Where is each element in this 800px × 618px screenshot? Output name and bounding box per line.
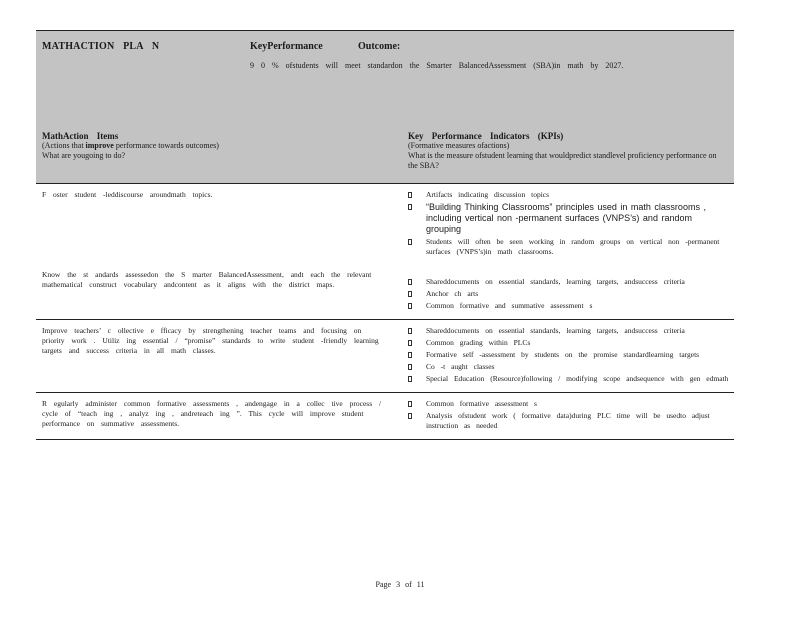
key-performance-label: KeyPerformance bbox=[250, 41, 323, 52]
action-cell bbox=[36, 184, 392, 319]
action-items-heading-block bbox=[42, 131, 382, 161]
kpi-item: Students will often be seen working in random groups on vertical non -permanent surfaces (VNPS’s)in math classrooms. bbox=[408, 237, 730, 257]
table-header bbox=[36, 31, 734, 184]
kpi-heading-block bbox=[408, 131, 728, 171]
kpi-heading: Key Performance Indicators (KPIs) bbox=[408, 131, 564, 141]
action-items-question: What are yougoing to do? bbox=[42, 151, 126, 160]
kpi-cell bbox=[392, 184, 734, 319]
action-item: R egularly administer common formative assessments , andengage in a collec tive process / cycle of “teach ing , analyz ing , andreteach ing ”. This cycle will improve student performance on summative assessments. bbox=[42, 399, 382, 428]
kpi-item: Anchor ch arts bbox=[408, 289, 730, 299]
action-item: Know the st andards assessedon the S marter BalancedAssessment, andt each the relevant mathematical construct vocabulary andcontent as it aligns with the district maps. bbox=[42, 270, 372, 289]
action-cell bbox=[36, 320, 392, 392]
table-row bbox=[36, 184, 734, 320]
kpi-item: Formative self -assessment by students on the promise standardlearning targets bbox=[408, 350, 730, 360]
outcome-label: Outcome: bbox=[358, 41, 401, 52]
kpi-subheading: (Formative measures ofactions) bbox=[408, 141, 510, 150]
kpi-item: Co -t aught classes bbox=[408, 362, 730, 372]
table-row bbox=[36, 320, 734, 393]
kpi-item: Shareddocuments on essential standards, learning targets, andsuccess criteria bbox=[408, 277, 730, 287]
kpi-item: Common formative assessment s bbox=[408, 399, 730, 409]
action-item: F oster student -leddiscourse aroundmath topics. bbox=[42, 190, 213, 199]
table-row bbox=[36, 393, 734, 439]
kpi-item: Analysis ofstudent work ( formative data)during PLC time will be usedto adjust instruction as needed bbox=[408, 411, 730, 431]
kpi-cell bbox=[392, 393, 734, 439]
action-cell bbox=[36, 393, 392, 439]
outcome-goal: 9 0 % ofstudents will meet standardon the Smarter BalancedAssessment (SBA)in math by 2027. bbox=[250, 61, 624, 70]
action-items-heading: MathAction Items bbox=[42, 131, 119, 141]
kpi-item: Shareddocuments on essential standards, learning targets, andsuccess criteria bbox=[408, 326, 730, 336]
kpi-cell bbox=[392, 320, 734, 392]
kpi-item: Common grading within PLCs bbox=[408, 338, 730, 348]
kpi-question: What is the measure ofstudent learning that wouldpredict standlevel proficiency performance on the SBA? bbox=[408, 151, 717, 170]
action-item: Improve teachers’ c ollective e fficacy by strengthening teacher teams and focusing on priority work . Utiliz ing essential / “promise” standards to write student -friendly learning targets and success criteria in all math classes. bbox=[42, 326, 379, 355]
math-action-plan-table bbox=[36, 30, 734, 440]
kpi-item: Special Education (Resource)following / modifying scope andsequence with gen edmath bbox=[408, 374, 730, 384]
kpi-item: Artifacts indicating discussion topics bbox=[408, 190, 730, 200]
kpi-item: Common formative and summative assessment s bbox=[408, 301, 730, 311]
kpi-item: “Building Thinking Classrooms” principles used in math classrooms , including vertical non -permanent surfaces (VNPS’s) and random grouping bbox=[408, 202, 730, 235]
plan-title: MATHACTION PLA N bbox=[42, 41, 160, 52]
action-items-subheading: (Actions that improve performance towards outcomes) bbox=[42, 141, 219, 150]
page-number: Page 3 of 11 bbox=[375, 580, 425, 589]
